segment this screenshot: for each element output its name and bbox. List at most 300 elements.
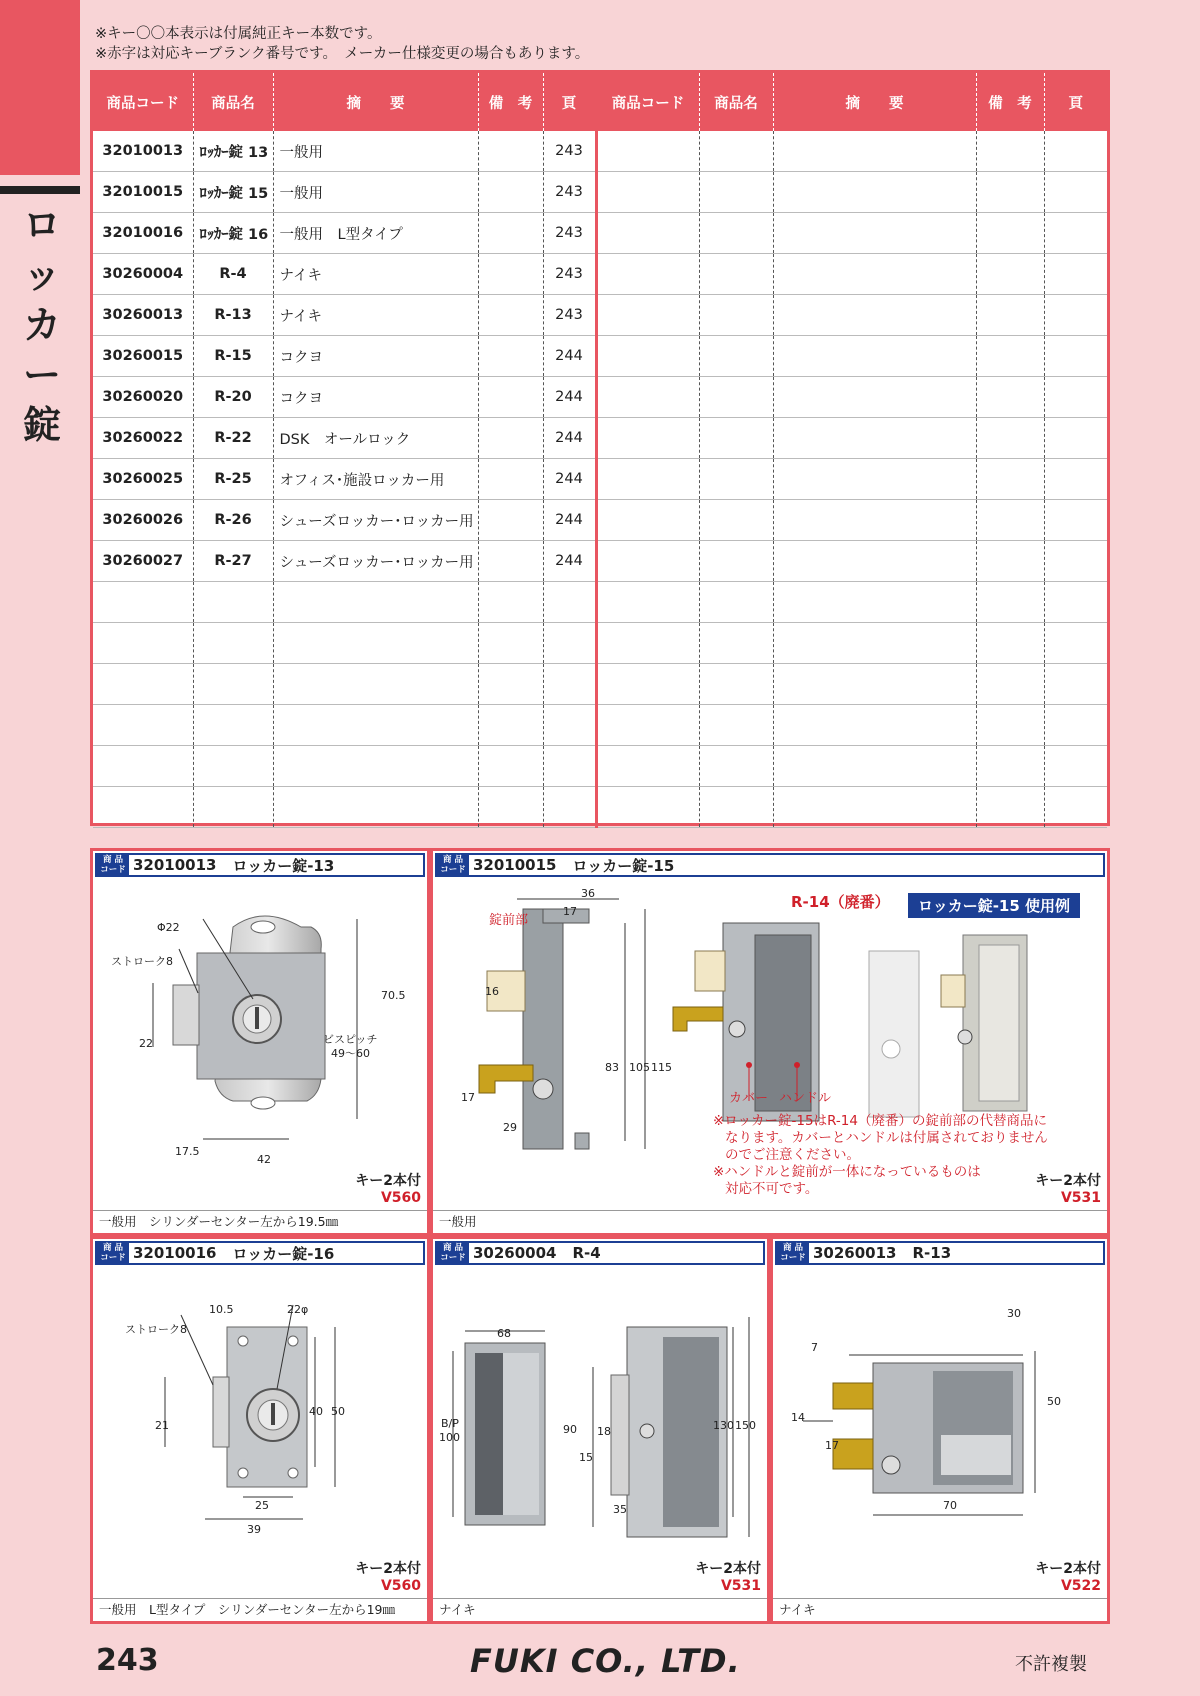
header-code: 商品コード [596, 73, 699, 131]
table-cell-code [596, 377, 699, 418]
table-cell-remarks [478, 213, 543, 254]
key-info [355, 1561, 421, 1595]
header-page: 頁 [543, 73, 596, 131]
product-panel-30260013 [770, 1236, 1110, 1624]
table-cell-name [699, 418, 773, 459]
dim-label: 29 [503, 1121, 517, 1134]
table-cell-summary: ナイキ [273, 254, 478, 295]
table-cell-summary [273, 746, 478, 787]
table-cell-name [699, 459, 773, 500]
table-cell-summary [773, 664, 976, 705]
table-row [93, 746, 1107, 787]
table-cell-page [1044, 336, 1107, 377]
table-cell-remarks [976, 541, 1044, 582]
dim-label: 25 [255, 1499, 269, 1512]
table-cell-name [699, 213, 773, 254]
table-cell-remarks [478, 541, 543, 582]
r14-label: R-14（廃番） [791, 893, 890, 911]
table-cell-name [193, 787, 273, 828]
table-cell-remarks [478, 582, 543, 623]
table-cell-summary [773, 213, 976, 254]
table-cell-summary [773, 705, 976, 746]
dim-label: 17 [563, 905, 577, 918]
usage-example-title: ロッカー錠-15 使用例 [908, 893, 1080, 918]
product-name: R-13 [912, 1244, 952, 1262]
table-cell-page [1044, 418, 1107, 459]
table-cell-name [699, 664, 773, 705]
table-cell-remarks [976, 336, 1044, 377]
code-badge: 商 品 コード [777, 1243, 809, 1263]
product-panel-32010016 [90, 1236, 430, 1624]
table-cell-summary [773, 295, 976, 336]
page-number: 243 [96, 1643, 159, 1678]
table-cell-summary [773, 418, 976, 459]
table-cell-page: 244 [543, 459, 596, 500]
table-cell-name: ﾛｯｶｰ錠 15 [193, 172, 273, 213]
dim-label: 10.5 [209, 1303, 234, 1316]
table-cell-summary [773, 131, 976, 172]
lock-13-figure [93, 879, 427, 1169]
product-panel-30260004 [430, 1236, 770, 1624]
panel-caption: 一般用 [433, 1210, 1107, 1233]
table-cell-remarks [478, 746, 543, 787]
table-cell-name: R-27 [193, 541, 273, 582]
side-tab-title: ロッカー錠 [22, 203, 61, 447]
table-cell-summary [273, 623, 478, 664]
table-cell-remarks [478, 172, 543, 213]
table-cell-name [699, 787, 773, 828]
table-row [93, 213, 1107, 254]
table-cell-page: 244 [543, 500, 596, 541]
replacement-note [713, 1113, 1083, 1198]
panel-title [775, 1241, 1105, 1265]
product-code: 32010016 [133, 1244, 217, 1262]
table-cell-remarks [976, 418, 1044, 459]
key-count: キー2本付 [355, 1173, 421, 1189]
table-cell-page: 243 [543, 254, 596, 295]
table-cell-code [596, 418, 699, 459]
key-info [695, 1561, 761, 1595]
table-cell-code: 30260004 [93, 254, 193, 295]
table-cell-name [193, 705, 273, 746]
table-cell-name: R-13 [193, 295, 273, 336]
table-cell-summary: オフィス･施設ロッカー用 [273, 459, 478, 500]
key-info [1035, 1173, 1101, 1207]
dim-label: 40 [309, 1405, 323, 1418]
side-tab-bar [0, 186, 80, 194]
table-cell-name [699, 582, 773, 623]
product-name: ロッカー錠-15 [572, 856, 675, 875]
table-cell-code [596, 623, 699, 664]
table-cell-code [596, 664, 699, 705]
dim-label: ストローク8 [111, 955, 173, 968]
dim-label: 7 [811, 1341, 818, 1354]
table-cell-page [1044, 705, 1107, 746]
key-blank: V522 [1060, 1578, 1101, 1594]
table-cell-name: ﾛｯｶｰ錠 13 [193, 131, 273, 172]
table-cell-remarks [976, 131, 1044, 172]
table-cell-page [1044, 131, 1107, 172]
table-cell-name [193, 746, 273, 787]
code-badge: 商 品 コード [97, 1243, 129, 1263]
header-summary: 摘 要 [273, 73, 478, 131]
table-cell-name [193, 582, 273, 623]
note-line: ※キー〇〇本表示は付属純正キー本数です。 [95, 26, 382, 42]
table-cell-page: 243 [543, 213, 596, 254]
table-cell-remarks [976, 746, 1044, 787]
table-cell-summary: ナイキ [273, 295, 478, 336]
notes [95, 24, 589, 64]
table-cell-page [1044, 500, 1107, 541]
table-cell-page [543, 787, 596, 828]
dim-label: 22φ [287, 1303, 309, 1316]
table-cell-remarks [976, 500, 1044, 541]
dim-label: 50 [331, 1405, 345, 1418]
key-blank: V560 [380, 1190, 421, 1206]
table-cell-code: 32010015 [93, 172, 193, 213]
table-row [93, 541, 1107, 582]
table-cell-summary [773, 623, 976, 664]
table-cell-code [93, 623, 193, 664]
table-cell-page: 243 [543, 295, 596, 336]
table-cell-remarks [478, 295, 543, 336]
table-cell-summary: 一般用 L型タイプ [273, 213, 478, 254]
table-cell-code: 30260013 [93, 295, 193, 336]
table-cell-summary [773, 172, 976, 213]
table-cell-summary [773, 500, 976, 541]
table-row [93, 500, 1107, 541]
note-line: のでご注意ください。 [725, 1147, 860, 1163]
table-cell-code [596, 172, 699, 213]
product-name: ロッカー錠-16 [232, 1244, 335, 1263]
table-cell-code [596, 705, 699, 746]
table-row [93, 705, 1107, 746]
table-cell-code [596, 213, 699, 254]
company-name: FUKI CO., LTD. [470, 1642, 741, 1680]
dim-label: 14 [791, 1411, 805, 1424]
table-cell-remarks [976, 295, 1044, 336]
table-cell-remarks [976, 582, 1044, 623]
dim-label: 83 [605, 1061, 619, 1074]
table-cell-remarks [478, 623, 543, 664]
table-row [93, 172, 1107, 213]
table-cell-page [1044, 377, 1107, 418]
header-code: 商品コード [93, 73, 193, 131]
table-cell-remarks [976, 213, 1044, 254]
dim-label: 70.5 [381, 989, 406, 1002]
table-cell-remarks [976, 664, 1044, 705]
dim-label: 150 [735, 1419, 756, 1432]
table-cell-page [1044, 172, 1107, 213]
table-cell-code [596, 500, 699, 541]
table-cell-summary [773, 746, 976, 787]
dim-label: 115 [651, 1061, 672, 1074]
dim-label: 68 [497, 1327, 511, 1340]
table-cell-name [699, 377, 773, 418]
note-line: なります。カバーとハンドルは付属されておりません [725, 1130, 1048, 1146]
panel-title [435, 1241, 765, 1265]
table-cell-remarks [976, 172, 1044, 213]
panel-caption: 一般用 L型タイプ シリンダーセンター左から19㎜ [93, 1598, 427, 1621]
panel-caption: ナイキ [433, 1598, 767, 1621]
side-tab-accent [0, 0, 80, 175]
panel-title [435, 853, 1105, 877]
table-cell-remarks [976, 705, 1044, 746]
dim-label: 90 [563, 1423, 577, 1436]
table-cell-page [543, 582, 596, 623]
product-code: 30260013 [813, 1244, 897, 1262]
table-cell-name [699, 131, 773, 172]
note-line: ※赤字は対応キーブランク番号です。 メーカー仕様変更の場合もあります。 [95, 46, 590, 62]
table-cell-remarks [478, 787, 543, 828]
table-cell-page: 243 [543, 131, 596, 172]
table-cell-remarks [976, 377, 1044, 418]
table-cell-summary [273, 664, 478, 705]
table-cell-code: 32010016 [93, 213, 193, 254]
dim-label: 105 [629, 1061, 650, 1074]
table-cell-code [93, 705, 193, 746]
index-table [93, 73, 1107, 828]
note-line: ※ハンドルと錠前が一体になっているものは [713, 1164, 981, 1180]
table-cell-name: ﾛｯｶｰ錠 16 [193, 213, 273, 254]
table-cell-page [543, 623, 596, 664]
table-cell-page [543, 705, 596, 746]
table-cell-code [596, 746, 699, 787]
table-row [93, 623, 1107, 664]
table-cell-name: R-22 [193, 418, 273, 459]
table-cell-code: 30260022 [93, 418, 193, 459]
table-cell-summary [773, 377, 976, 418]
table-cell-remarks [478, 664, 543, 705]
dim-label: 42 [257, 1153, 271, 1166]
table-cell-remarks [976, 623, 1044, 664]
table-cell-page [1044, 664, 1107, 705]
table-cell-page [543, 746, 596, 787]
table-cell-name [699, 295, 773, 336]
table-cell-page [1044, 623, 1107, 664]
table-cell-code [93, 787, 193, 828]
table-cell-page: 244 [543, 541, 596, 582]
table-cell-page: 244 [543, 377, 596, 418]
table-cell-name [193, 664, 273, 705]
dim-label: 21 [155, 1419, 169, 1432]
table-cell-code: 32010013 [93, 131, 193, 172]
lock-16-figure [93, 1267, 427, 1557]
dim-label: 130 [713, 1419, 734, 1432]
dim-label: 39 [247, 1523, 261, 1536]
table-cell-remarks [976, 459, 1044, 500]
table-cell-remarks [478, 254, 543, 295]
table-cell-summary [773, 582, 976, 623]
table-cell-name [699, 254, 773, 295]
key-count: キー2本付 [1035, 1561, 1101, 1577]
handle-label: ハンドル [779, 1091, 832, 1106]
table-cell-code: 30260027 [93, 541, 193, 582]
table-cell-remarks [976, 254, 1044, 295]
dim-label: 49～60 [331, 1047, 370, 1060]
table-cell-name: R-4 [193, 254, 273, 295]
table-cell-name [699, 623, 773, 664]
table-row [93, 295, 1107, 336]
table-row [93, 131, 1107, 172]
table-cell-summary [773, 254, 976, 295]
panel-caption: 一般用 シリンダーセンター左から19.5㎜ [93, 1210, 427, 1233]
table-cell-summary: 一般用 [273, 172, 478, 213]
key-blank: V531 [1060, 1190, 1101, 1206]
dim-label: 50 [1047, 1395, 1061, 1408]
cover-label: カバー [729, 1091, 769, 1106]
panel-title [95, 853, 425, 877]
table-cell-page [543, 664, 596, 705]
key-count: キー2本付 [695, 1561, 761, 1577]
table-cell-name [699, 541, 773, 582]
dim-label: ストローク8 [125, 1323, 187, 1336]
dim-label: 17 [825, 1439, 839, 1452]
dim-label: 36 [581, 887, 595, 900]
dim-label: 35 [613, 1503, 627, 1516]
dim-label: 16 [485, 985, 499, 998]
dim-label: 15 [579, 1451, 593, 1464]
table-cell-summary [773, 459, 976, 500]
product-index-table [90, 70, 1110, 826]
table-cell-summary: DSK オールロック [273, 418, 478, 459]
table-cell-code [596, 336, 699, 377]
table-cell-code [596, 295, 699, 336]
panel-caption: ナイキ [773, 1598, 1107, 1621]
key-count: キー2本付 [355, 1561, 421, 1577]
header-name: 商品名 [193, 73, 273, 131]
table-cell-name [699, 746, 773, 787]
table-cell-code [93, 746, 193, 787]
table-cell-name: R-15 [193, 336, 273, 377]
dim-label: 17.5 [175, 1145, 200, 1158]
header-name: 商品名 [699, 73, 773, 131]
header-remarks: 備 考 [976, 73, 1044, 131]
table-cell-name [699, 172, 773, 213]
dim-label: 30 [1007, 1307, 1021, 1320]
product-name: ロッカー錠-13 [232, 856, 335, 875]
table-cell-remarks [478, 500, 543, 541]
table-cell-code [596, 541, 699, 582]
header-summary: 摘 要 [773, 73, 976, 131]
table-row [93, 582, 1107, 623]
table-cell-page [1044, 254, 1107, 295]
product-code: 32010015 [473, 856, 557, 874]
table-cell-remarks [478, 459, 543, 500]
table-cell-name [699, 705, 773, 746]
note-line: 対応不可です。 [725, 1181, 819, 1197]
table-cell-code: 30260015 [93, 336, 193, 377]
table-row [93, 377, 1107, 418]
table-cell-code: 30260025 [93, 459, 193, 500]
table-cell-page: 243 [543, 172, 596, 213]
table-cell-remarks [478, 336, 543, 377]
dim-label: ビスピッチ [323, 1033, 378, 1046]
table-cell-name [193, 623, 273, 664]
key-info [355, 1173, 421, 1207]
table-cell-remarks [478, 131, 543, 172]
table-row [93, 418, 1107, 459]
table-cell-code: 30260020 [93, 377, 193, 418]
header-page: 頁 [1044, 73, 1107, 131]
r13-figure [773, 1267, 1107, 1557]
key-blank: V560 [380, 1578, 421, 1594]
table-cell-name: R-25 [193, 459, 273, 500]
dim-label: 100 [439, 1431, 460, 1444]
table-cell-summary [773, 787, 976, 828]
table-cell-summary: シューズロッカー･ロッカー用 [273, 500, 478, 541]
table-cell-page: 244 [543, 336, 596, 377]
header-remarks: 備 考 [478, 73, 543, 131]
note-line: ※ロッカー錠-15はR-14（廃番）の錠前部の代替商品に [713, 1113, 1047, 1129]
table-row [93, 254, 1107, 295]
product-code: 30260004 [473, 1244, 557, 1262]
dim-label: 17 [461, 1091, 475, 1104]
index-header-row [93, 73, 1107, 131]
table-cell-page [1044, 459, 1107, 500]
table-cell-summary [273, 582, 478, 623]
table-cell-page [1044, 787, 1107, 828]
table-cell-page [1044, 295, 1107, 336]
table-cell-code [596, 787, 699, 828]
table-cell-remarks [478, 418, 543, 459]
product-code: 32010013 [133, 856, 217, 874]
table-cell-page: 244 [543, 418, 596, 459]
dim-label: 18 [597, 1425, 611, 1438]
copyright-notice: 不許複製 [1015, 1654, 1087, 1675]
dim-label: B/P [441, 1417, 459, 1430]
product-name: R-4 [572, 1244, 601, 1262]
table-row [93, 459, 1107, 500]
panel-title [95, 1241, 425, 1265]
table-cell-name [699, 336, 773, 377]
table-cell-code [596, 459, 699, 500]
table-cell-summary [273, 705, 478, 746]
table-cell-page [1044, 213, 1107, 254]
product-panel-32010013 [90, 848, 430, 1236]
table-cell-page [1044, 582, 1107, 623]
table-cell-code [93, 582, 193, 623]
product-panel-32010015 [430, 848, 1110, 1236]
dim-label: Φ22 [157, 921, 180, 934]
table-cell-summary [773, 336, 976, 377]
dim-label: 70 [943, 1499, 957, 1512]
table-cell-page [1044, 746, 1107, 787]
key-blank: V531 [720, 1578, 761, 1594]
table-cell-code: 30260026 [93, 500, 193, 541]
table-cell-name: R-26 [193, 500, 273, 541]
table-cell-code [596, 131, 699, 172]
table-cell-remarks [478, 377, 543, 418]
table-row [93, 664, 1107, 705]
table-cell-remarks [478, 705, 543, 746]
table-cell-summary: シューズロッカー･ロッカー用 [273, 541, 478, 582]
table-cell-code [596, 582, 699, 623]
table-row [93, 787, 1107, 828]
table-cell-name [699, 500, 773, 541]
key-count: キー2本付 [1035, 1173, 1101, 1189]
table-cell-summary: コクヨ [273, 336, 478, 377]
table-row [93, 336, 1107, 377]
table-cell-summary: 一般用 [273, 131, 478, 172]
dim-label: 錠前部 [489, 913, 529, 928]
table-cell-summary [773, 541, 976, 582]
dim-label: 22 [139, 1037, 153, 1050]
table-cell-summary [273, 787, 478, 828]
r4-figure [433, 1267, 767, 1557]
table-cell-remarks [976, 787, 1044, 828]
table-cell-summary: コクヨ [273, 377, 478, 418]
